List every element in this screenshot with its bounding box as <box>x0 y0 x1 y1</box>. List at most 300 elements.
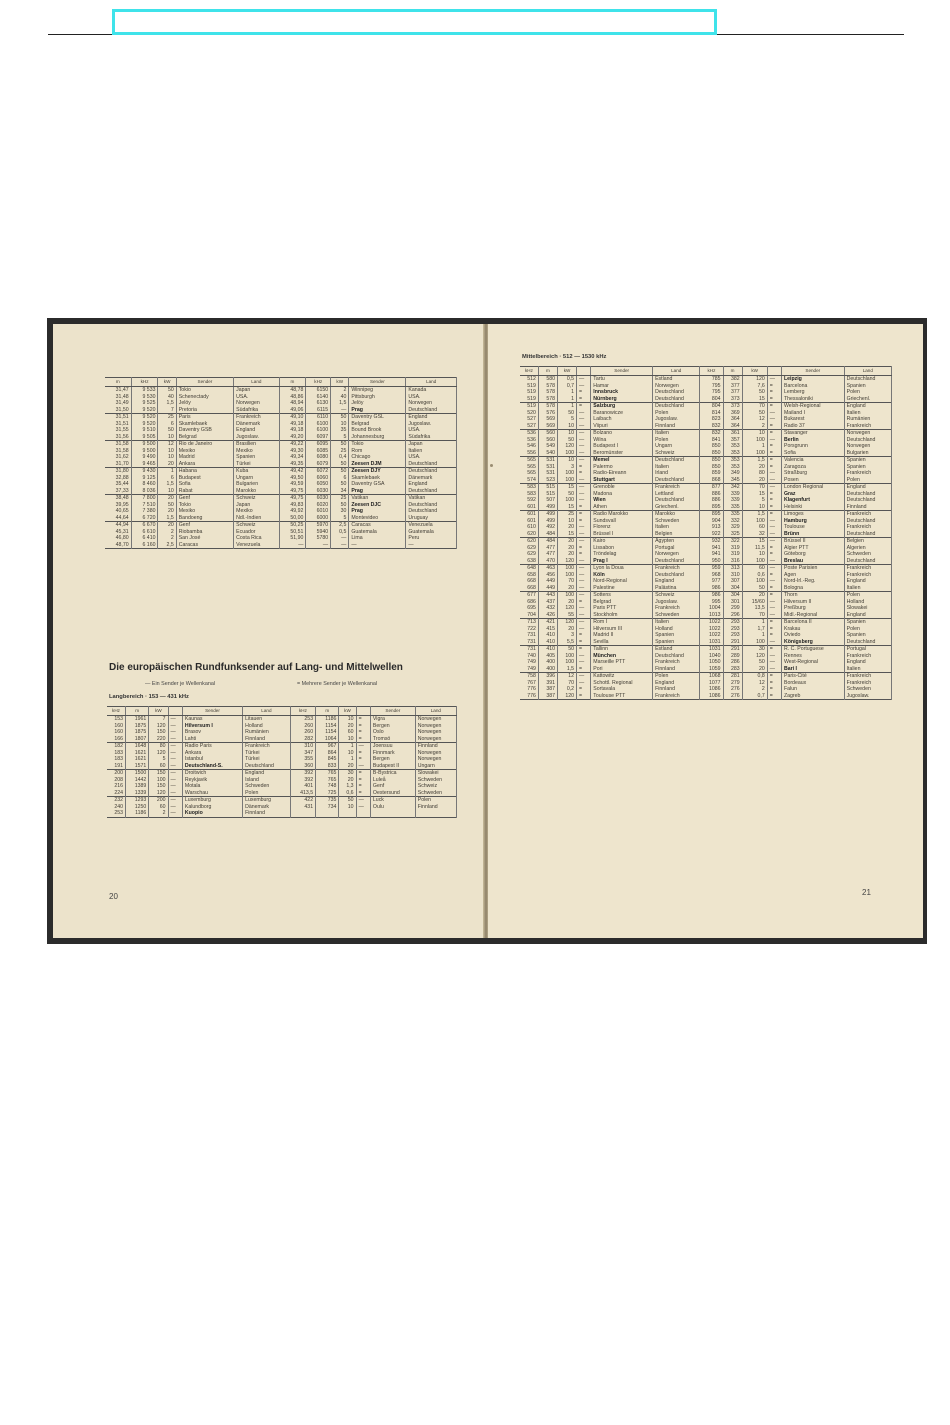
table-cell: 704 <box>520 612 538 619</box>
table-cell: 31,48 <box>105 394 131 401</box>
table-cell: Vatikan <box>349 495 406 502</box>
legend-single: — Ein Sender je Wellenkanal <box>145 681 216 687</box>
table-cell: 9 533 <box>131 387 158 394</box>
table-cell: Oulu <box>370 804 415 811</box>
table-cell: 0,8 <box>742 673 767 680</box>
table-cell: Bologna <box>781 585 844 592</box>
table-cell: — <box>168 723 182 730</box>
table-cell: 722 <box>520 626 538 633</box>
table-cell: Deutschland <box>653 396 700 403</box>
table-cell: 6 <box>158 475 176 482</box>
table-cell: 5970 <box>306 522 331 529</box>
table-cell: = <box>356 750 370 757</box>
table-cell: 80 <box>149 743 168 750</box>
table-cell: Norwegen <box>653 551 700 558</box>
table-cell: 449 <box>538 578 557 585</box>
table-cell: 859 <box>700 470 723 477</box>
table-cell: Innsbruck <box>591 389 653 396</box>
table-cell: 31,62 <box>105 454 131 461</box>
table-cell: Norwegen <box>653 383 700 390</box>
table-cell: — <box>577 673 591 680</box>
table-cell: Deutschland <box>653 403 700 410</box>
table-cell: Florenz <box>591 524 653 531</box>
table-cell: Habana <box>176 468 233 475</box>
table-row <box>520 639 892 646</box>
table-cell: Frankreich <box>844 680 891 687</box>
table-cell: Frankreich <box>234 414 279 421</box>
table-cell: 658 <box>520 572 538 579</box>
table-cell: Genf <box>176 495 233 502</box>
table-cell: 15/60 <box>742 599 767 606</box>
table-cell: 293 <box>723 619 742 626</box>
table-cell: 850 <box>700 443 723 450</box>
table-cell: 48,70 <box>105 542 131 549</box>
table-cell: Hilversum III <box>591 626 653 633</box>
longwave-table <box>107 706 457 818</box>
table-cell: — <box>577 383 591 390</box>
table-cell: Kaunas <box>182 716 242 723</box>
table-cell: Preßburg <box>781 605 844 612</box>
table-cell: Schweden <box>844 551 891 558</box>
table-cell: München <box>591 653 653 660</box>
table-cell: Kuba <box>234 468 279 475</box>
table-cell: — <box>577 376 591 383</box>
table-cell: Holland <box>844 599 891 606</box>
table-cell: = <box>767 673 781 680</box>
table-cell: 342 <box>723 484 742 491</box>
table-cell: 260 <box>290 723 315 730</box>
table-cell: 422 <box>290 797 315 804</box>
table-cell: 20 <box>742 666 767 673</box>
table-cell: 10 <box>158 448 176 455</box>
table-cell: 49,10 <box>279 414 306 421</box>
table-cell: 804 <box>700 396 723 403</box>
table-cell: 50 <box>331 441 349 448</box>
table-cell: 31,51 <box>105 414 131 421</box>
table-cell: 20 <box>557 551 576 558</box>
table-cell: Sundsvall <box>591 518 653 525</box>
table-cell: 160 <box>107 729 126 736</box>
table-cell: Lemberg <box>781 389 844 396</box>
table-cell: Mailand I <box>781 410 844 417</box>
table-cell: Toulouse <box>781 524 844 531</box>
table-cell: Jugoslaw. <box>653 599 700 606</box>
table-cell: Griechenl. <box>844 396 891 403</box>
table-cell: 310 <box>290 743 315 750</box>
column-header: m <box>723 367 742 376</box>
table-cell: Belgien <box>653 531 700 538</box>
table-cell: Brüssel I <box>591 531 653 538</box>
table-row <box>105 461 457 468</box>
longwave-subhead: Langbereich · 153 — 431 kHz <box>109 694 189 700</box>
table-cell: 601 <box>520 511 538 518</box>
table-cell: Barcelona <box>781 383 844 390</box>
table-cell: Spanien <box>844 383 891 390</box>
table-cell: = <box>767 430 781 437</box>
table-cell: — <box>767 659 781 666</box>
table-cell: Budapest <box>176 475 233 482</box>
table-cell: 540 <box>538 450 557 457</box>
table-cell: 50 <box>742 659 767 666</box>
table-cell: Skamlebaek <box>176 421 233 428</box>
table-cell: 592 <box>520 497 538 504</box>
table-cell: B-Bystrica <box>370 770 415 777</box>
table-cell: 560 <box>538 430 557 437</box>
table-cell: 38,48 <box>105 495 131 502</box>
table-cell: Italien <box>653 464 700 471</box>
table-cell: Wilna <box>591 437 653 444</box>
table-cell: = <box>577 632 591 639</box>
table-cell: 15 <box>557 484 576 491</box>
table-cell: Prag <box>349 488 406 495</box>
table-cell: 46,80 <box>105 535 131 542</box>
table-cell: Hilversum II <box>781 599 844 606</box>
table-cell: 45,31 <box>105 529 131 536</box>
table-cell: 814 <box>700 410 723 417</box>
table-cell: Genf <box>176 522 233 529</box>
table-cell: 1068 <box>700 673 723 680</box>
table-cell: — <box>577 653 591 660</box>
table-cell: 583 <box>520 491 538 498</box>
table-cell: Deutschland <box>243 763 291 770</box>
table-cell: Schweiz <box>234 495 279 502</box>
table-cell: 2 <box>742 686 767 693</box>
column-header: m <box>316 707 339 716</box>
table-cell: West-Regional <box>781 659 844 666</box>
table-cell: 941 <box>700 545 723 552</box>
table-cell: 20 <box>158 461 176 468</box>
table-cell: Paris <box>176 414 233 421</box>
table-cell: 10 <box>557 423 576 430</box>
table-cell: Deutschland-S. <box>182 763 242 770</box>
table-row <box>520 423 892 430</box>
table-cell: USA. <box>406 427 457 434</box>
table-cell: Oslo <box>370 729 415 736</box>
table-cell: 12 <box>158 441 176 448</box>
table-cell: Paris PTT <box>591 605 653 612</box>
table-cell: Frankreich <box>844 511 891 518</box>
table-cell: 507 <box>538 497 557 504</box>
table-cell: 10 <box>742 504 767 511</box>
table-cell: Brüssel II <box>781 538 844 545</box>
table-cell: 10 <box>339 716 356 723</box>
table-cell: Breslau <box>781 558 844 565</box>
table-cell: Türkei <box>234 461 279 468</box>
table-cell: Deutschland <box>653 653 700 660</box>
table-cell: 44,94 <box>105 522 131 529</box>
table-cell: 10 <box>339 736 356 743</box>
table-cell: 6150 <box>306 387 331 394</box>
table-cell: — <box>577 491 591 498</box>
table-cell: Köln <box>591 572 653 579</box>
table-cell: 7 380 <box>131 508 158 515</box>
table-cell: 49,30 <box>279 448 306 455</box>
table-cell: 289 <box>723 653 742 660</box>
table-cell: 39,95 <box>105 502 131 509</box>
table-cell: Norwegen <box>415 729 456 736</box>
table-cell: — <box>331 535 349 542</box>
table-cell: = <box>577 686 591 693</box>
table-cell: 758 <box>520 673 538 680</box>
table-cell: — <box>168 783 182 790</box>
table-cell: 253 <box>290 716 315 723</box>
table-cell: 100 <box>742 450 767 457</box>
table-cell: 695 <box>520 605 538 612</box>
table-cell: Marokko <box>653 511 700 518</box>
table-cell: Radio 37 <box>781 423 844 430</box>
table-cell: Daventry GSB <box>176 427 233 434</box>
table-cell: — <box>767 653 781 660</box>
table-cell: 35,44 <box>105 481 131 488</box>
table-cell: 293 <box>723 632 742 639</box>
table-cell: Polen <box>844 477 891 484</box>
table-cell: — <box>356 797 370 804</box>
table-cell: 100 <box>742 518 767 525</box>
table-cell: 1022 <box>700 626 723 633</box>
table-cell: Sofia <box>176 481 233 488</box>
table-cell: Madrid <box>176 454 233 461</box>
table-cell: 50,00 <box>279 515 306 522</box>
table-cell: 484 <box>538 531 557 538</box>
table-cell: 1442 <box>126 777 149 784</box>
table-cell: 387 <box>538 693 557 700</box>
table-cell: Frankreich <box>844 673 891 680</box>
table-cell: Grenoble <box>591 484 653 491</box>
table-cell: 2 <box>742 423 767 430</box>
table-cell: 9 510 <box>131 427 158 434</box>
table-cell: Ankara <box>176 461 233 468</box>
table-cell: 1004 <box>700 605 723 612</box>
table-cell: Deutschland <box>844 639 891 646</box>
table-cell: Bordeaux <box>781 680 844 687</box>
table-cell: Finnland <box>844 504 891 511</box>
table-cell: 100 <box>742 639 767 646</box>
table-cell: = <box>356 783 370 790</box>
table-cell: 804 <box>700 403 723 410</box>
table-cell: Polen <box>653 673 700 680</box>
table-cell: 795 <box>700 383 723 390</box>
table-cell: Daventry GSA <box>349 481 406 488</box>
table-cell: Lissabon <box>591 545 653 552</box>
table-cell: 531 <box>538 464 557 471</box>
table-cell: = <box>767 680 781 687</box>
table-cell: 1648 <box>126 743 149 750</box>
table-cell: Welsh-Regional <box>781 403 844 410</box>
table-cell: = <box>577 518 591 525</box>
table-cell: 60 <box>149 804 168 811</box>
table-cell: Slowakei <box>844 605 891 612</box>
table-cell: 11,5 <box>742 545 767 552</box>
table-cell: 0,4 <box>331 454 349 461</box>
table-cell: 15 <box>742 491 767 498</box>
table-cell: 776 <box>520 693 538 700</box>
table-cell: 32 <box>742 531 767 538</box>
table-cell: 725 <box>316 790 339 797</box>
table-cell: 904 <box>700 518 723 525</box>
table-cell: 8 460 <box>131 481 158 488</box>
table-cell: Radio-Eireann <box>591 470 653 477</box>
table-cell: 296 <box>723 612 742 619</box>
table-cell: 9 490 <box>131 454 158 461</box>
table-cell: Falun <box>781 686 844 693</box>
table-cell: 20 <box>557 585 576 592</box>
table-cell: 360 <box>290 763 315 770</box>
table-cell: 31,58 <box>105 448 131 455</box>
table-cell: 301 <box>723 599 742 606</box>
table-cell: 620 <box>520 538 538 545</box>
table-cell: 51,90 <box>279 535 306 542</box>
table-cell: — <box>577 605 591 612</box>
table-cell: 795 <box>700 389 723 396</box>
table-cell: 1186 <box>126 810 149 817</box>
table-cell: 355 <box>290 756 315 763</box>
table-cell: Madona <box>591 491 653 498</box>
table-cell: 519 <box>520 396 538 403</box>
table-cell: Marokko <box>234 488 279 495</box>
table-cell: 286 <box>723 659 742 666</box>
table-cell: — <box>577 578 591 585</box>
table-cell: Viipuri <box>591 423 653 430</box>
table-cell: Midl.-Regional <box>781 612 844 619</box>
table-cell: 353 <box>723 464 742 471</box>
table-cell: Genf <box>370 783 415 790</box>
table-cell: Caracas <box>349 522 406 529</box>
table-cell: — <box>767 538 781 545</box>
table-cell: — <box>349 542 406 549</box>
table-cell: 765 <box>316 777 339 784</box>
table-cell: 49,75 <box>279 488 306 495</box>
table-cell: 48,86 <box>279 394 306 401</box>
table-cell: 15 <box>742 538 767 545</box>
table-cell: — <box>331 542 349 549</box>
table-cell: — <box>356 743 370 750</box>
table-row <box>105 414 457 421</box>
table-cell: Zaragoza <box>781 464 844 471</box>
table-cell: Toulouse PTT <box>591 693 653 700</box>
table-cell: 10 <box>158 454 176 461</box>
table-cell: 1389 <box>126 783 149 790</box>
table-cell: — <box>577 457 591 464</box>
table-cell: 1 <box>557 396 576 403</box>
table-cell: Rom <box>349 448 406 455</box>
table-cell: 34 <box>331 488 349 495</box>
table-cell: Deutschland <box>844 497 891 504</box>
table-cell: 401 <box>290 783 315 790</box>
table-cell: Laibach <box>591 416 653 423</box>
table-cell: Lima <box>349 535 406 542</box>
table-cell: — <box>577 430 591 437</box>
table-cell: — <box>168 777 182 784</box>
table-cell: 50 <box>331 414 349 421</box>
table-cell: 1,5 <box>742 511 767 518</box>
table-cell: Palestine <box>591 585 653 592</box>
table-cell: Litauen <box>243 716 291 723</box>
table-cell: 40 <box>331 394 349 401</box>
table-cell: 387 <box>538 686 557 693</box>
table-cell: 80 <box>742 470 767 477</box>
table-cell: 841 <box>700 437 723 444</box>
column-header <box>356 707 370 716</box>
table-cell: Budapest I <box>591 443 653 450</box>
table-cell: 2 <box>149 810 168 817</box>
table-cell: Chicago <box>349 454 406 461</box>
table-cell: 431 <box>290 804 315 811</box>
table-cell: 9 520 <box>131 407 158 414</box>
table-cell: 0,2 <box>557 686 576 693</box>
table-cell: 10 <box>742 430 767 437</box>
table-cell: Caracas <box>176 542 233 549</box>
table-cell: 1621 <box>126 750 149 757</box>
table-cell: 886 <box>700 491 723 498</box>
column-header: Land <box>406 378 457 387</box>
table-row <box>105 387 457 394</box>
table-cell: Dänemark <box>406 475 457 482</box>
table-cell: 20 <box>557 524 576 531</box>
table-row <box>520 531 892 538</box>
table-cell: 1 <box>742 619 767 626</box>
table-cell: 648 <box>520 565 538 572</box>
table-cell: = <box>577 666 591 673</box>
table-cell: 1,5 <box>742 457 767 464</box>
table-cell: USA. <box>406 394 457 401</box>
table-cell: 968 <box>700 572 723 579</box>
table-cell: 49,18 <box>279 421 306 428</box>
table-cell: 70 <box>742 484 767 491</box>
table-cell: = <box>577 403 591 410</box>
table-cell: 329 <box>723 524 742 531</box>
table-cell: 1 <box>557 389 576 396</box>
table-cell: Italien <box>844 585 891 592</box>
table-cell: Kattowitz <box>591 673 653 680</box>
column-header: m <box>279 378 306 387</box>
table-cell: Türkei <box>243 756 291 763</box>
table-row <box>105 441 457 448</box>
table-cell: 6085 <box>306 448 331 455</box>
table-cell: Guatemala <box>349 529 406 536</box>
table-cell: 7 800 <box>131 495 158 502</box>
table-cell: 413,5 <box>290 790 315 797</box>
table-cell: 60 <box>742 565 767 572</box>
table-cell: 10 <box>158 434 176 441</box>
table-cell: 200 <box>107 770 126 777</box>
table-cell: Dänemark <box>234 421 279 428</box>
table-cell: = <box>356 716 370 723</box>
table-cell: 9 465 <box>131 461 158 468</box>
table-cell: 1 <box>742 632 767 639</box>
table-cell: 20 <box>557 545 576 552</box>
table-cell: Jugoslaw. <box>234 434 279 441</box>
table-cell: 1807 <box>126 736 149 743</box>
table-cell: Japan <box>406 441 457 448</box>
table-cell: Riobamba <box>176 529 233 536</box>
table-cell: 49,59 <box>279 481 306 488</box>
table-row <box>107 736 457 743</box>
table-cell: = <box>577 646 591 653</box>
table-cell: Deutschland <box>653 457 700 464</box>
table-cell: 5 <box>149 756 168 763</box>
table-cell: Kairo <box>591 538 653 545</box>
table-cell: Schweden <box>653 612 700 619</box>
table-cell: 35 <box>331 427 349 434</box>
column-header: Sender <box>349 378 406 387</box>
table-cell: Spanien <box>653 632 700 639</box>
table-cell: 40 <box>158 394 176 401</box>
column-header: Land <box>653 367 700 376</box>
table-cell: Vatikan <box>406 495 457 502</box>
table-cell: 1064 <box>316 736 339 743</box>
table-cell: 536 <box>520 430 538 437</box>
table-cell: 565 <box>520 464 538 471</box>
